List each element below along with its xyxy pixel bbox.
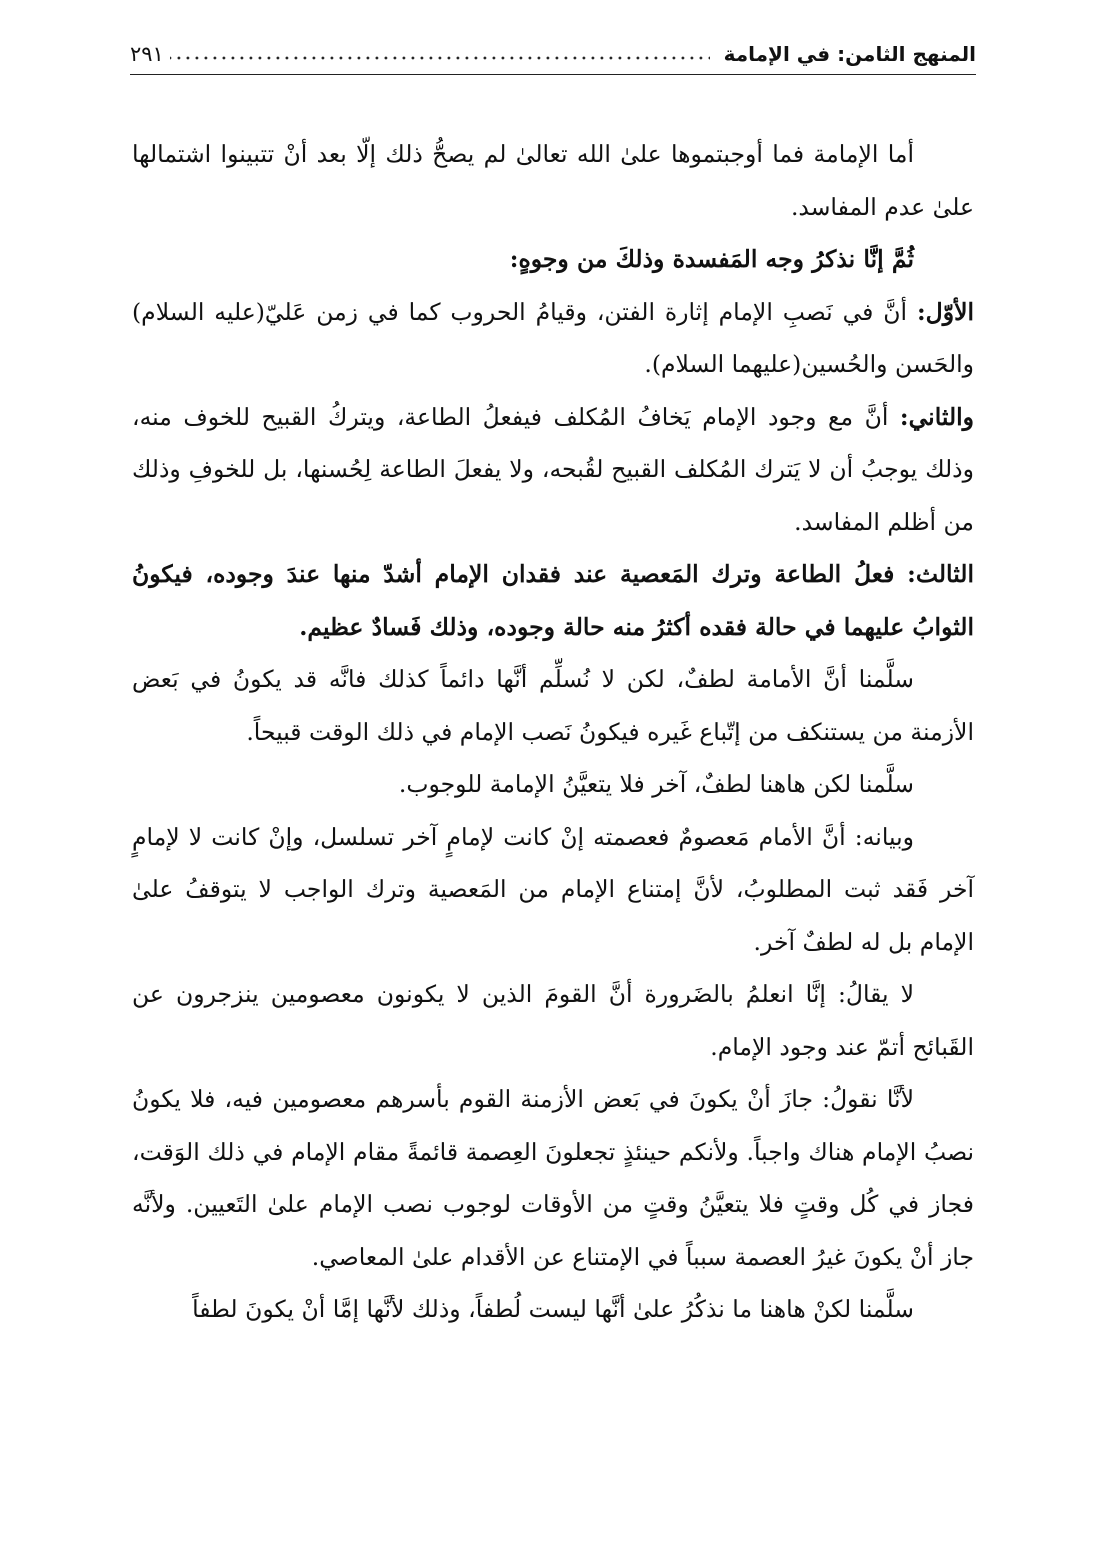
- paragraph-text: سلَّمنا لكنْ هاهنا ما نذكُرُ علىٰ أنَّها ليست لُطفاً، وذلك لأنَّها إمَّا أنْ يكونَ لطفاً: [192, 1295, 914, 1323]
- paragraph: [132, 758, 974, 811]
- paragraph: [132, 391, 974, 549]
- paragraph-text: أنَّ مع وجود الإمام يَخافُ المُكلف فيفعلُ الطاعة، ويتركُ القبيح للخوف منه، وذلك يوجبُ أن لا يَترك المُكلف القبيح لقُبحه، ولا يفعلَ الطاعة لِحُسنها، بل للخوفِ وذلك من أظلم المفاسد.: [132, 402, 974, 536]
- chapter-title: المنهج الثامن: في الإمامة: [723, 42, 976, 66]
- paragraph-text: لا يقالُ: إنَّا انعلمُ بالضَرورة أنَّ القومَ الذين لا يكونون معصومين ينزجرون عن القَبائح أتمّ عند وجود الإمام.: [132, 980, 974, 1061]
- paragraph: [132, 811, 974, 969]
- paragraph: [132, 968, 974, 1073]
- running-header: [130, 34, 976, 75]
- paragraph: [132, 653, 974, 758]
- paragraph-text: أما الإمامة فما أوجبتموها علىٰ الله تعالىٰ لم يصحُّ ذلك إلّا بعد أنْ تتبينوا اشتمالها علىٰ عدم المفاسد.: [132, 140, 974, 221]
- point-heading: الأوّل:: [916, 297, 974, 326]
- paragraph: [132, 1073, 974, 1283]
- paragraph-text: أنَّ في نَصبِ الإمام إثارة الفتن، وقيامُ الحروب كما في زمن عَليّ(عليه السلام) والحَسن والحُسين(عليهما السلام).: [132, 297, 974, 378]
- paragraph-text: سلَّمنا لكن هاهنا لطفٌ، آخر فلا يتعيَّنُ الإمامة للوجوب.: [398, 770, 914, 798]
- body-text: [132, 128, 974, 1336]
- paragraph: [132, 1283, 974, 1336]
- paragraph-text: وبيانه: أنَّ الأمام مَعصومٌ فعصمته إنْ كانت لإمامٍ آخر تسلسل، وإنْ كانت لا لإمامٍ آخر فَقد ثبت المطلوبُ، لأنَّ إمتناع الإمام من المَعصية وترك الواجب لا يتوقفُ علىٰ الإمام بل له لطفٌ آخر.: [132, 822, 974, 956]
- paragraph-text: ثُمَّ إنَّا نذكرُ وجه المَفسدة وذلكَ من وجوهٍ:: [509, 245, 914, 273]
- paragraph-text: سلَّمنا أنَّ الأمامة لطفٌ، لكن لا نُسلِّم أنَّها دائماً كذلك فانَّه قد يكونُ في بَعض الأزمنة من يستنكف من إتّباع غَيره فيكونُ نَصب الإمام في ذلك الوقت قبيحاً.: [132, 665, 974, 746]
- paragraph: [132, 128, 974, 233]
- paragraph: [132, 233, 974, 286]
- page-number: ٢٩١: [130, 42, 164, 66]
- paragraph: [132, 548, 974, 653]
- paragraph: [132, 286, 974, 391]
- paragraph-text: فعلُ الطاعة وترك المَعصية عند فقدان الإمام أشدّ منها عندَ وجوده، فيكونُ الثوابُ عليهما في حالة فقده أكثرُ منه حالة وجوده، وذلك فَسادٌ عظيم.: [132, 560, 974, 641]
- point-heading: والثاني:: [899, 402, 974, 431]
- header-dot-leader: [170, 56, 710, 60]
- paragraph-text: لأنَّا نقولُ: جازَ أنْ يكونَ في بَعض الأزمنة القوم بأسرهم معصومين فيه، فلا يكونُ نصبُ الإمام هناك واجباً. ولأنكم حينئذٍ تجعلونَ العِصمة قائمةً مقام الإمام في ذلك الوَقت، فجاز في كُل وقتٍ فلا يتعيَّنُ وقتٍ من الأوقات لوجوب نصب الإمام علىٰ التَعيين. ولأنَّه جاز أنْ يكونَ غيرُ العصمة سبباً في الإمتناع عن الأقدام علىٰ المعاصي.: [132, 1085, 974, 1271]
- point-heading: الثالث:: [907, 560, 974, 588]
